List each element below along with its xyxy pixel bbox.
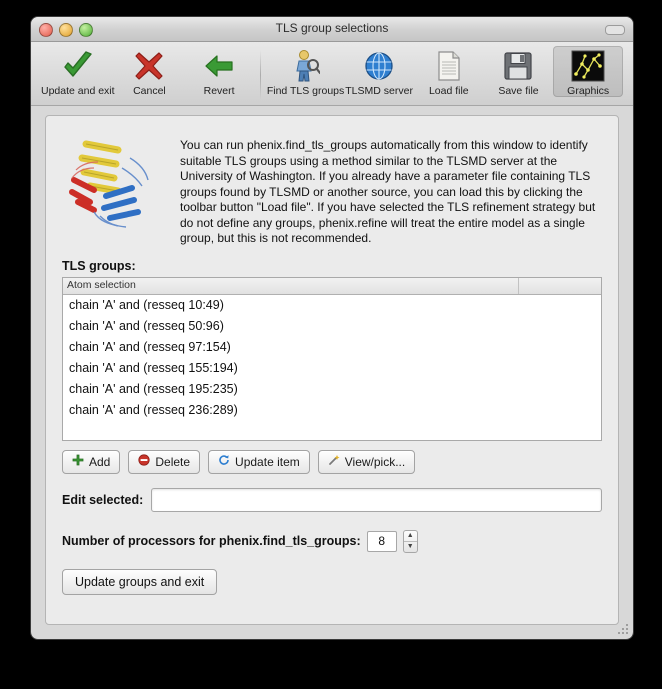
add-button[interactable]: [62, 450, 120, 474]
plus-icon: [72, 454, 84, 469]
resize-grip[interactable]: [617, 623, 630, 636]
table-row[interactable]: chain 'A' and (resseq 155:194): [69, 360, 238, 375]
refresh-icon: [218, 454, 230, 469]
intro-text: You can run phenix.find_tls_groups automatically from this window to identify suitable TLS groups using a method similar to the TLSMD server at the University of Washington. If you already have a parameter file containing TLS groups found by TLSMD or another source, you can load this by clicking the toolbar button "Load file". If you have selected the TLS refinement strategy but do not define any groups, phenix.refine will treat the entire model as a single group, but this is not recommended.: [180, 138, 596, 245]
processors-stepper[interactable]: [403, 530, 418, 553]
table-row[interactable]: chain 'A' and (resseq 236:289): [69, 402, 238, 417]
blue-globe-icon: [344, 49, 414, 83]
view-pick-button[interactable]: [318, 450, 415, 474]
window-titlebar[interactable]: [31, 17, 633, 42]
processors-row: [62, 530, 602, 553]
toolbar-update-and-exit[interactable]: [41, 46, 115, 97]
tls-groups-label: TLS groups:: [62, 258, 136, 273]
add-button-label: Add: [89, 454, 111, 469]
list-action-buttons: [62, 450, 618, 474]
table-row[interactable]: chain 'A' and (resseq 195:235): [69, 381, 238, 396]
tls-groups-list[interactable]: [62, 277, 602, 441]
person-search-icon: [267, 49, 344, 83]
toolbar-cancel[interactable]: [115, 46, 185, 97]
update-groups-and-exit-button[interactable]: Update groups and exit: [62, 569, 217, 595]
green-back-arrow-icon: [184, 49, 254, 83]
delete-button-label: Delete: [155, 454, 191, 469]
toolbar-label: Revert: [203, 85, 235, 97]
floppy-disk-icon: [484, 49, 554, 83]
stepper-up-icon[interactable]: ▲: [404, 531, 417, 542]
document-icon: [414, 49, 484, 83]
intro-section: [46, 116, 618, 253]
red-x-icon: [115, 49, 185, 83]
table-row[interactable]: chain 'A' and (resseq 97:154): [69, 339, 231, 354]
toolbar-label: Find TLS groups: [266, 85, 345, 97]
update-item-button-label: Update item: [235, 454, 300, 469]
processors-label: Number of processors for phenix.find_tls_groups:: [62, 534, 361, 548]
edit-selected-label: Edit selected:: [62, 492, 144, 507]
toolbar-save-file[interactable]: [484, 46, 554, 97]
edit-selected-row: [62, 488, 602, 512]
column-header-empty[interactable]: [519, 278, 601, 294]
toolbar-separator: [260, 50, 261, 100]
toolbar-revert[interactable]: [184, 46, 254, 97]
toolbar-load-file[interactable]: [414, 46, 484, 97]
tls-group-selections-window: [30, 16, 634, 640]
toolbar-label: Save file: [498, 85, 539, 97]
green-check-icon: [41, 49, 115, 83]
toolbar-label: TLSMD server: [345, 85, 413, 97]
column-header-atom-selection[interactable]: Atom selection: [63, 278, 519, 294]
molecule-graphics-icon: [553, 49, 623, 83]
toolbar-label: Update and exit: [41, 85, 115, 97]
wand-icon: [328, 454, 340, 469]
processors-value[interactable]: 8: [367, 531, 397, 552]
list-header: [63, 278, 601, 295]
table-row[interactable]: chain 'A' and (resseq 10:49): [69, 297, 224, 312]
toolbar-label: Load file: [428, 85, 469, 97]
toolbar-toggle-button[interactable]: [605, 25, 625, 35]
window-title: TLS group selections: [275, 21, 389, 35]
delete-circle-icon: [138, 454, 150, 469]
update-item-button[interactable]: [208, 450, 310, 474]
table-row[interactable]: chain 'A' and (resseq 50:96): [69, 318, 224, 333]
protein-ribbon-thumbnail: [60, 128, 172, 236]
content-panel: [45, 115, 619, 625]
toolbar-graphics[interactable]: [553, 46, 623, 97]
delete-button[interactable]: [128, 450, 200, 474]
view-pick-button-label: View/pick...: [344, 454, 406, 469]
stepper-down-icon[interactable]: ▼: [406, 543, 414, 550]
toolbar-tlsmd-server[interactable]: [344, 46, 414, 97]
toolbar-label: Graphics: [567, 85, 610, 97]
toolbar-find-tls-groups[interactable]: [267, 46, 344, 97]
edit-selected-input[interactable]: [151, 488, 602, 512]
toolbar-label: Cancel: [133, 85, 166, 97]
main-toolbar: [31, 42, 633, 106]
